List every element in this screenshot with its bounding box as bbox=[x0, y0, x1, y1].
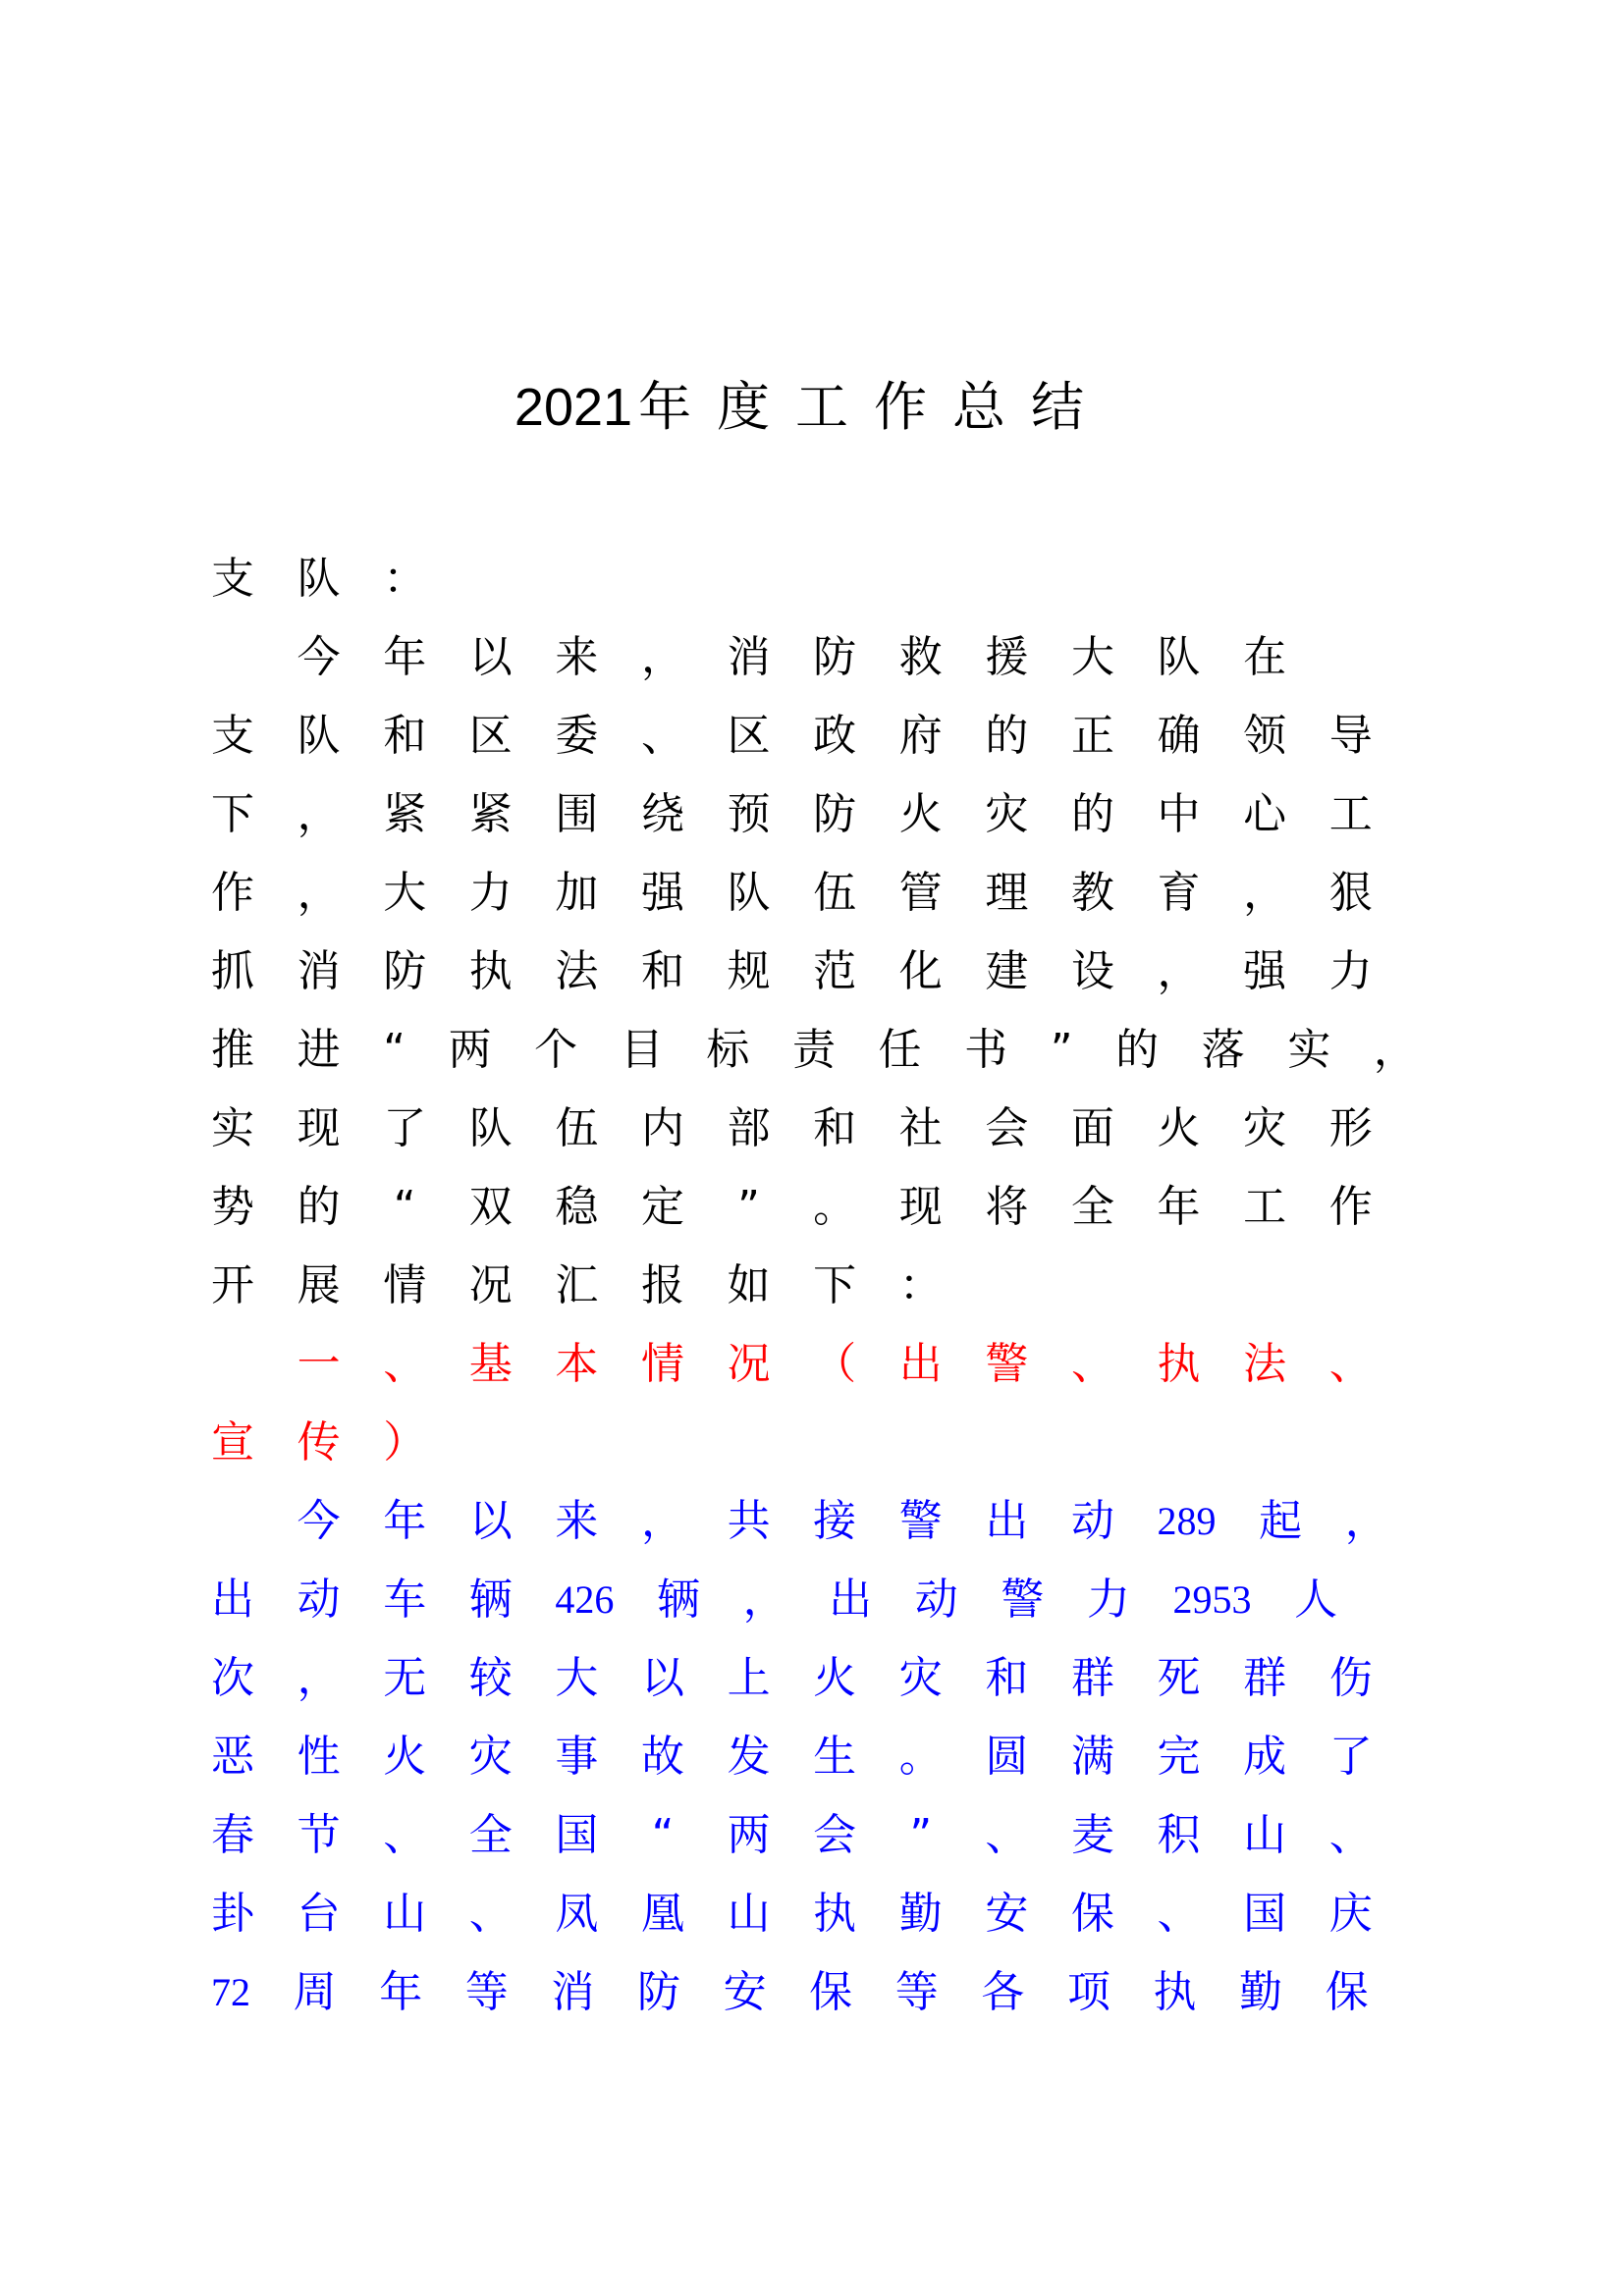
text-line: 次 ， 无 较 大 以 上 火 灾 和 群 死 群 伤 bbox=[211, 1653, 1373, 1703]
title-text: 年度工作总结 bbox=[638, 376, 1110, 438]
text-line: 今 年 以 来 ， 共 接 警 出 动 289 起 ， bbox=[211, 1482, 1448, 1561]
text-line: 恶 性 火 灾 事 故 发 生 。 圆 满 完 成 了 bbox=[211, 1732, 1373, 1782]
text-line: 今 年 以 来 ， 消 防 救 援 大 队 在 bbox=[297, 632, 1287, 682]
section-body bbox=[211, 1482, 1448, 2032]
document-title bbox=[0, 373, 1624, 442]
numeric-value: 2953 bbox=[1172, 1577, 1252, 1622]
text-line: 春 节 、 全 国 “ 两 会 ” 、 麦 积 山 、 bbox=[211, 1810, 1373, 1860]
section-heading bbox=[211, 1325, 1448, 1482]
numeric-value: 72 bbox=[211, 1970, 250, 2014]
text-line: 作 ， 大 力 加 强 队 伍 管 理 教 育 ， 狠 bbox=[211, 868, 1373, 918]
text-line: 72 周 年 等 消 防 安 保 等 各 项 执 勤 保 bbox=[211, 1953, 1448, 2032]
text-line: 一 、 基 本 情 况 （ 出 警 、 执 法 、 bbox=[297, 1339, 1373, 1389]
text-line: 开 展 情 况 汇 报 如 下 ： bbox=[211, 1260, 943, 1310]
text-line: 宣 传 ） bbox=[211, 1417, 427, 1468]
document-body bbox=[211, 540, 1448, 2032]
text-line: 抓 消 防 执 法 和 规 范 化 建 设 ， 强 力 bbox=[211, 946, 1373, 996]
text-line: 势 的 “ 双 稳 定 ” 。 现 将 全 年 工 作 bbox=[211, 1182, 1373, 1232]
salutation bbox=[211, 540, 1448, 618]
text-line: 卦 台 山 、 凤 凰 山 执 勤 安 保 、 国 庆 bbox=[211, 1889, 1373, 1939]
text-line: 实 现 了 队 伍 内 部 和 社 会 面 火 灾 形 bbox=[211, 1103, 1373, 1153]
text-line: 支 队 和 区 委 、 区 政 府 的 正 确 领 导 bbox=[211, 711, 1373, 761]
text-line: 支 队 ： bbox=[211, 554, 427, 604]
intro-paragraph bbox=[211, 618, 1448, 1325]
numeric-value: 426 bbox=[555, 1577, 615, 1622]
text-line: 下 ， 紧 紧 围 绕 预 防 火 灾 的 中 心 工 bbox=[211, 789, 1373, 839]
title-year: 2021 bbox=[514, 378, 633, 437]
numeric-value: 289 bbox=[1157, 1499, 1217, 1543]
text-line: 出 动 车 辆 426 辆 ， 出 动 警 力 2953 人 bbox=[211, 1561, 1448, 1639]
text-line: 推 进 “ 两 个 目 标 责 任 书 ” 的 落 实 ， bbox=[211, 1025, 1417, 1075]
